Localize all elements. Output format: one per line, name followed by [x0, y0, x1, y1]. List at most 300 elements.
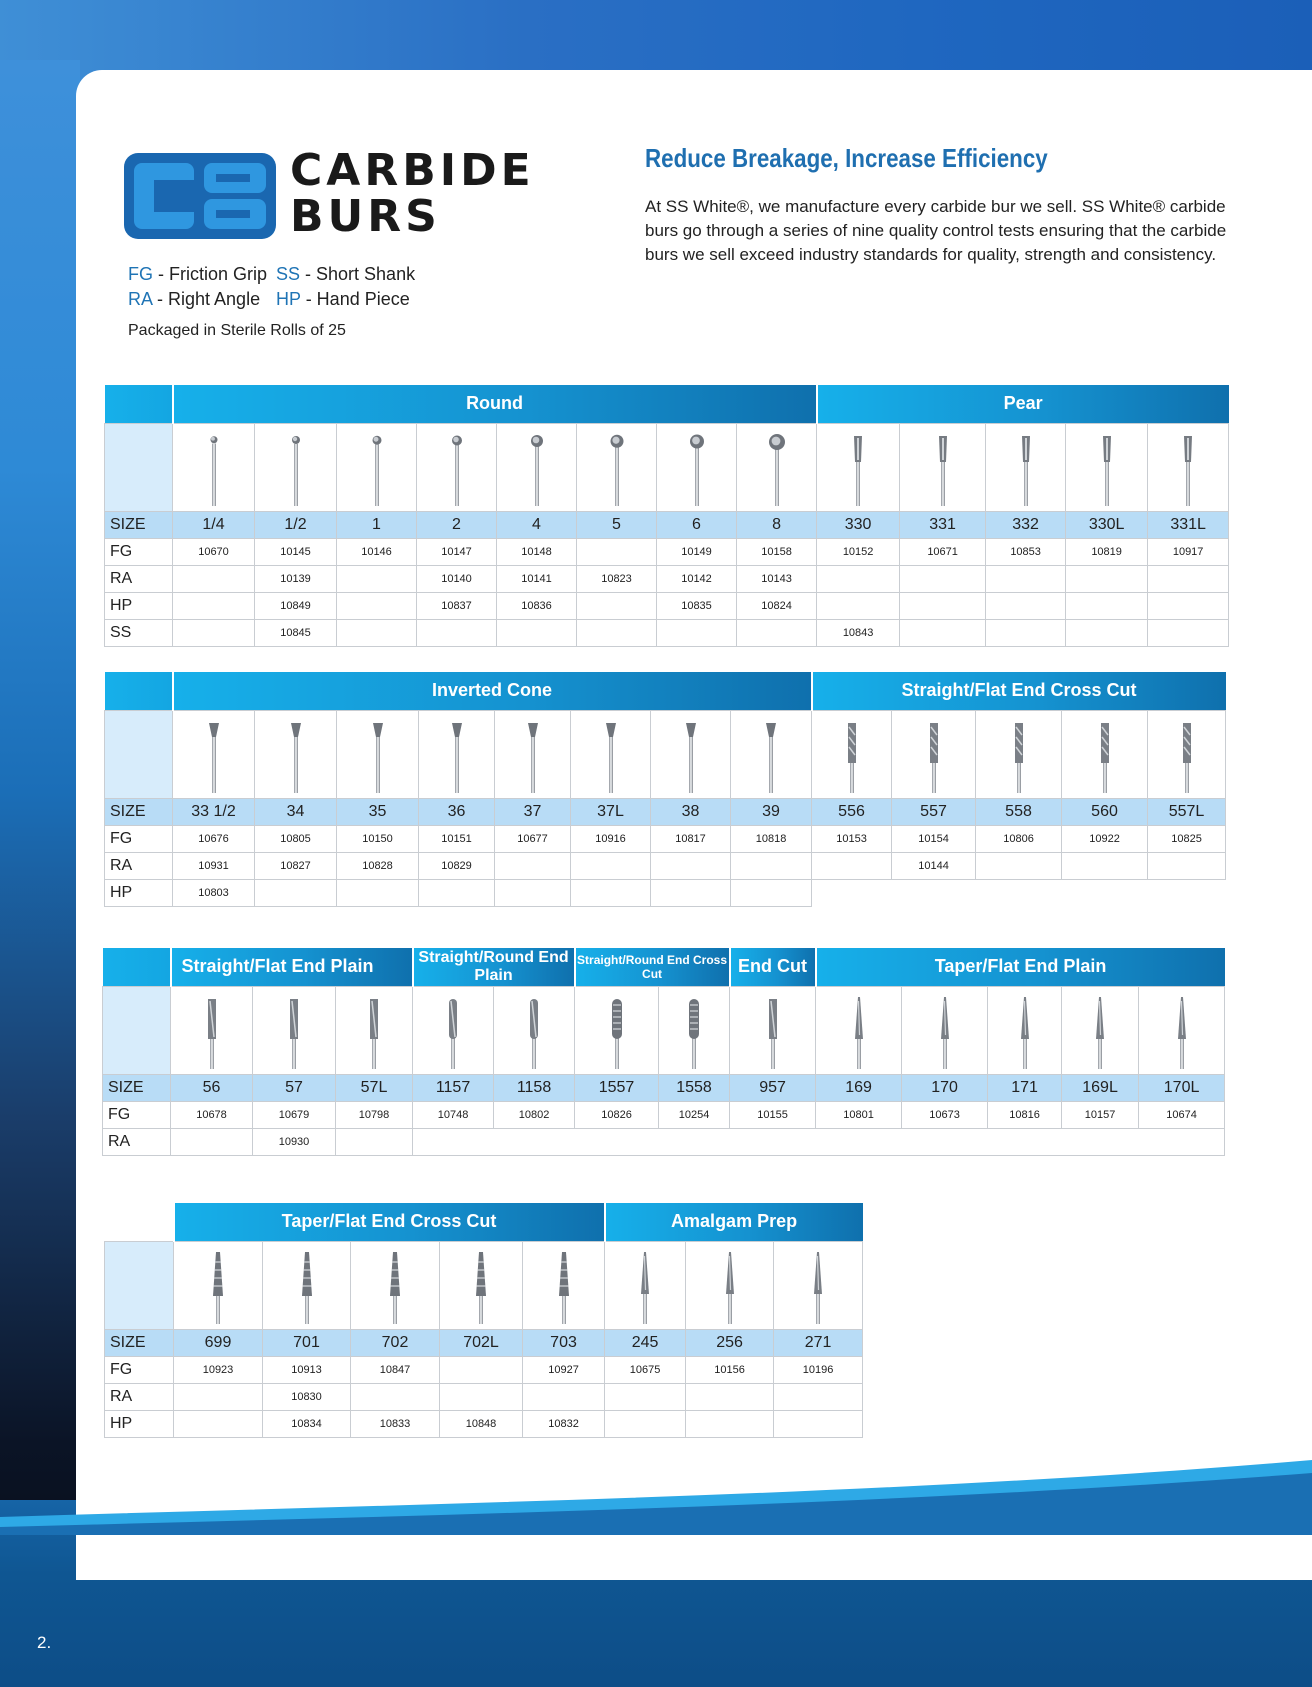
bur-image-cell	[902, 986, 988, 1074]
bur-image-cell	[575, 986, 659, 1074]
row-label: HP	[105, 592, 173, 619]
bur-image-cell	[440, 1241, 523, 1329]
size-cell: 1	[337, 511, 417, 538]
table-inverted-cone	[104, 672, 1226, 907]
part-number-cell: 10927	[523, 1356, 605, 1383]
page-number: 2.	[37, 1633, 52, 1652]
size-row	[105, 798, 1226, 825]
size-cell: 1557	[575, 1074, 659, 1101]
part-number-cell	[1066, 592, 1148, 619]
bur-image-cell	[1062, 986, 1139, 1074]
bur-image	[203, 1244, 233, 1326]
part-number-cell: 10829	[419, 852, 495, 879]
part-number-cell: 10827	[255, 852, 337, 879]
part-number-cell: 10153	[812, 825, 892, 852]
group-header: Round	[173, 385, 817, 423]
part-number-cell	[1066, 619, 1148, 646]
part-number-cell	[173, 592, 255, 619]
bur-image	[281, 426, 311, 508]
bur-image-cell	[1148, 423, 1229, 511]
size-cell: 702	[351, 1329, 440, 1356]
empty-cell	[731, 879, 812, 906]
part-number-cell: 10802	[494, 1101, 575, 1128]
bur-image-cell	[1139, 986, 1225, 1074]
bur-image	[930, 989, 960, 1071]
legend-abbr: FG	[128, 264, 153, 284]
bur-image	[602, 989, 632, 1071]
part-number-cell: 10150	[337, 825, 419, 852]
part-number-cell: 10145	[255, 538, 337, 565]
size-cell: 957	[730, 1074, 816, 1101]
size-cell: 245	[605, 1329, 686, 1356]
part-number-cell	[1148, 619, 1229, 646]
part-number-cell	[976, 852, 1062, 879]
bur-image	[682, 426, 712, 508]
row-label: RA	[105, 852, 173, 879]
part-number-cell	[577, 592, 657, 619]
intro-paragraph: At SS White®, we manufacture every carbide bur we sell. SS White® carbide burs go through a series of nine quality control tests ensuring that the carbide burs we sell exceed industry standards for quality, strength and consistency.	[645, 197, 1227, 264]
part-number-cell: 10798	[336, 1101, 413, 1128]
size-cell: 556	[812, 798, 892, 825]
part-number-cell: 10825	[1148, 825, 1226, 852]
part-number-cell: 10837	[417, 592, 497, 619]
size-cell: 332	[986, 511, 1066, 538]
part-number-cell	[986, 619, 1066, 646]
part-number-cell: 10843	[817, 619, 900, 646]
bur-image	[837, 713, 867, 795]
bur-image	[602, 426, 632, 508]
part-number-cell	[440, 1383, 523, 1410]
part-number-cell: 10828	[337, 852, 419, 879]
bur-image-row	[103, 986, 1225, 1074]
size-cell: 5	[577, 511, 657, 538]
row-label: FG	[103, 1101, 171, 1128]
size-row	[105, 1329, 863, 1356]
size-cell: 699	[174, 1329, 263, 1356]
part-number-cell	[497, 619, 577, 646]
row-label: HP	[105, 1410, 174, 1437]
bur-image-cell	[816, 986, 902, 1074]
part-number-cell: 10816	[988, 1101, 1062, 1128]
bur-image-cell	[812, 710, 892, 798]
empty-area	[812, 879, 1226, 906]
part-number-cell	[174, 1383, 263, 1410]
row-label: FG	[105, 1356, 174, 1383]
size-cell: 169	[816, 1074, 902, 1101]
part-number-cell	[817, 565, 900, 592]
bur-image	[843, 426, 873, 508]
part-number-cell	[337, 565, 417, 592]
group-header: Taper/Flat End Cross Cut	[174, 1203, 605, 1241]
header-corner	[103, 948, 171, 986]
bur-image-cell	[337, 710, 419, 798]
size-cell: 34	[255, 798, 337, 825]
part-number-cell: 10158	[737, 538, 817, 565]
bur-image	[928, 426, 958, 508]
bur-image-cell	[730, 986, 816, 1074]
part-number-cell: 10847	[351, 1356, 440, 1383]
part-number-cell: 10913	[263, 1356, 351, 1383]
group-header: Straight/Round End Cross Cut	[575, 948, 730, 986]
group-header: Straight/Flat End Plain	[171, 948, 413, 986]
row-label: FG	[105, 538, 173, 565]
part-number-cell: 10832	[523, 1410, 605, 1437]
size-cell: 557	[892, 798, 976, 825]
bur-image	[363, 713, 393, 795]
part-number-cell	[986, 592, 1066, 619]
part-number-cell	[900, 565, 986, 592]
bur-image	[549, 1244, 579, 1326]
bur-image-cell	[657, 423, 737, 511]
image-row-label	[105, 423, 173, 511]
part-number-row	[105, 1356, 863, 1383]
part-number-cell	[774, 1410, 863, 1437]
size-cell: 2	[417, 511, 497, 538]
size-cell: 1558	[659, 1074, 730, 1101]
bur-image	[1085, 989, 1115, 1071]
part-number-row	[105, 825, 1226, 852]
bur-image	[1092, 426, 1122, 508]
image-row-label	[105, 710, 173, 798]
bur-image	[844, 989, 874, 1071]
bur-image-cell	[413, 986, 494, 1074]
size-cell: 558	[976, 798, 1062, 825]
size-cell: 169L	[1062, 1074, 1139, 1101]
row-label: SIZE	[103, 1074, 171, 1101]
bur-image-cell	[263, 1241, 351, 1329]
size-cell: 1/4	[173, 511, 255, 538]
size-cell: 8	[737, 511, 817, 538]
part-number-row	[105, 879, 1226, 906]
bur-image-cell	[659, 986, 730, 1074]
part-number-cell: 10678	[171, 1101, 253, 1128]
size-cell: 701	[263, 1329, 351, 1356]
header-corner	[105, 385, 173, 423]
part-number-row	[105, 1410, 863, 1437]
size-cell: 37	[495, 798, 571, 825]
part-number-cell	[571, 852, 651, 879]
bur-image	[679, 989, 709, 1071]
bur-image-cell	[817, 423, 900, 511]
part-number-cell: 10142	[657, 565, 737, 592]
part-number-cell	[1148, 592, 1229, 619]
group-header-row	[105, 672, 1226, 710]
part-number-cell: 10674	[1139, 1101, 1225, 1128]
bur-image-cell	[737, 423, 817, 511]
size-cell: 330L	[1066, 511, 1148, 538]
bur-image-row	[105, 710, 1226, 798]
row-label: SIZE	[105, 798, 173, 825]
part-number-cell: 10151	[419, 825, 495, 852]
empty-cell	[419, 879, 495, 906]
part-number-cell: 10833	[351, 1410, 440, 1437]
part-number-cell: 10819	[1066, 538, 1148, 565]
part-number-cell: 10144	[892, 852, 976, 879]
part-number-cell	[686, 1383, 774, 1410]
part-number-cell	[1148, 565, 1229, 592]
part-number-cell	[900, 619, 986, 646]
bur-image	[197, 989, 227, 1071]
part-number-cell: 10671	[900, 538, 986, 565]
table-straight-taper	[102, 948, 1225, 1156]
part-number-cell: 10845	[255, 619, 337, 646]
bur-image-cell	[173, 710, 255, 798]
legend-abbr: RA	[128, 289, 153, 309]
part-number-cell	[577, 619, 657, 646]
part-number-cell	[737, 619, 817, 646]
headline: Reduce Breakage, Increase Efficiency	[645, 143, 1048, 173]
part-number-cell	[174, 1410, 263, 1437]
bur-image	[442, 713, 472, 795]
bur-image-cell	[351, 1241, 440, 1329]
bur-image-row	[105, 1241, 863, 1329]
part-number-row	[105, 538, 1229, 565]
part-number-cell	[171, 1128, 253, 1155]
bur-image	[1010, 989, 1040, 1071]
empty-area	[413, 1128, 1225, 1155]
size-cell: 38	[651, 798, 731, 825]
part-number-cell	[523, 1383, 605, 1410]
size-cell: 330	[817, 511, 900, 538]
row-label: HP	[105, 879, 173, 906]
bur-image-cell	[255, 710, 337, 798]
bur-image	[199, 713, 229, 795]
size-cell: 331L	[1148, 511, 1229, 538]
size-cell: 57L	[336, 1074, 413, 1101]
part-number-cell	[337, 592, 417, 619]
part-number-cell: 10931	[173, 852, 255, 879]
row-label: SIZE	[105, 1329, 174, 1356]
size-cell: 1/2	[255, 511, 337, 538]
part-number-cell: 10156	[686, 1356, 774, 1383]
part-number-cell: 10140	[417, 565, 497, 592]
part-number-cell: 10148	[497, 538, 577, 565]
part-number-cell: 10930	[253, 1128, 336, 1155]
part-number-cell: 10922	[1062, 825, 1148, 852]
bur-image-cell	[253, 986, 336, 1074]
bottom-wave	[0, 1455, 1312, 1535]
bur-image	[442, 426, 472, 508]
empty-cell	[651, 879, 731, 906]
group-header: End Cut	[730, 948, 816, 986]
bur-image	[756, 713, 786, 795]
part-number-cell: 10196	[774, 1356, 863, 1383]
part-number-cell: 10803	[173, 879, 255, 906]
part-number-cell	[900, 592, 986, 619]
part-number-cell	[686, 1410, 774, 1437]
part-number-cell	[351, 1383, 440, 1410]
empty-cell	[337, 879, 419, 906]
abbreviation-legend: FG - Friction Grip SS - Short Shank RA - Right Angle HP - Hand Piece	[128, 264, 416, 309]
group-header: Straight/Flat End Cross Cut	[812, 672, 1226, 710]
size-cell: 4	[497, 511, 577, 538]
part-number-cell	[577, 538, 657, 565]
part-number-cell	[1066, 565, 1148, 592]
part-number-row	[105, 852, 1226, 879]
part-number-cell: 10916	[571, 825, 651, 852]
bur-image-cell	[494, 986, 575, 1074]
part-number-cell: 10675	[605, 1356, 686, 1383]
part-number-cell	[173, 565, 255, 592]
part-number-row	[105, 1383, 863, 1410]
part-number-cell: 10157	[1062, 1101, 1139, 1128]
bur-image-cell	[651, 710, 731, 798]
part-number-cell	[812, 852, 892, 879]
size-cell: 557L	[1148, 798, 1226, 825]
size-cell: 171	[988, 1074, 1062, 1101]
group-header: Amalgam Prep	[605, 1203, 863, 1241]
bur-image-row	[105, 423, 1229, 511]
part-number-cell: 10679	[253, 1101, 336, 1128]
part-number-cell: 10801	[816, 1101, 902, 1128]
image-row-label	[103, 986, 171, 1074]
part-number-cell	[651, 852, 731, 879]
part-number-cell: 10824	[737, 592, 817, 619]
empty-cell	[571, 879, 651, 906]
empty-cell	[495, 879, 571, 906]
size-row	[103, 1074, 1225, 1101]
part-number-cell	[1062, 852, 1148, 879]
image-row-label	[105, 1241, 174, 1329]
bur-image	[362, 426, 392, 508]
group-header: Taper/Flat End Plain	[816, 948, 1225, 986]
part-number-row	[103, 1101, 1225, 1128]
bur-image	[1167, 989, 1197, 1071]
bur-image-cell	[1066, 423, 1148, 511]
part-number-row	[105, 619, 1229, 646]
part-number-cell: 10849	[255, 592, 337, 619]
row-label: FG	[105, 825, 173, 852]
part-number-cell: 10254	[659, 1101, 730, 1128]
part-number-cell: 10748	[413, 1101, 494, 1128]
bur-image	[1090, 713, 1120, 795]
bur-image	[803, 1244, 833, 1326]
bur-image-cell	[900, 423, 986, 511]
part-number-cell	[731, 852, 812, 879]
part-number-cell: 10917	[1148, 538, 1229, 565]
bur-image	[715, 1244, 745, 1326]
part-number-cell: 10818	[731, 825, 812, 852]
size-cell: 170L	[1139, 1074, 1225, 1101]
bur-image-cell	[255, 423, 337, 511]
part-number-cell: 10853	[986, 538, 1066, 565]
bur-image	[359, 989, 389, 1071]
bur-image	[519, 989, 549, 1071]
size-cell: 170	[902, 1074, 988, 1101]
part-number-row	[103, 1128, 1225, 1155]
group-header-row	[105, 1203, 863, 1241]
part-number-cell	[495, 852, 571, 879]
part-number-cell: 10923	[174, 1356, 263, 1383]
bur-image-cell	[174, 1241, 263, 1329]
part-number-row	[105, 565, 1229, 592]
bur-image	[919, 713, 949, 795]
part-number-cell: 10143	[737, 565, 817, 592]
part-number-cell: 10147	[417, 538, 497, 565]
part-number-cell	[337, 619, 417, 646]
part-number-cell	[605, 1383, 686, 1410]
bur-image-cell	[173, 423, 255, 511]
table-round-pear	[104, 385, 1229, 647]
bur-image-cell	[523, 1241, 605, 1329]
logo-wordmark: CARBIDE BURS	[290, 145, 535, 242]
size-cell: 35	[337, 798, 419, 825]
bur-image	[279, 989, 309, 1071]
part-number-cell	[817, 592, 900, 619]
empty-cell	[255, 879, 337, 906]
part-number-cell: 10834	[263, 1410, 351, 1437]
bur-image-cell	[497, 423, 577, 511]
part-number-cell: 10154	[892, 825, 976, 852]
group-header-row	[103, 948, 1225, 986]
bur-image-cell	[571, 710, 651, 798]
group-header: Inverted Cone	[173, 672, 812, 710]
bur-image-cell	[976, 710, 1062, 798]
part-number-cell	[1148, 852, 1226, 879]
group-header-row	[105, 385, 1229, 423]
bur-image-cell	[171, 986, 253, 1074]
bur-image-cell	[1148, 710, 1226, 798]
row-label: SIZE	[105, 511, 173, 538]
part-number-cell: 10152	[817, 538, 900, 565]
size-cell: 37L	[571, 798, 651, 825]
bur-image	[1011, 426, 1041, 508]
part-number-row	[105, 592, 1229, 619]
bur-image-cell	[417, 423, 497, 511]
group-header: Pear	[817, 385, 1229, 423]
bur-image	[1172, 713, 1202, 795]
legend-abbr: SS	[276, 264, 301, 284]
size-cell: 33 1/2	[173, 798, 255, 825]
bur-image	[518, 713, 548, 795]
bur-image	[1173, 426, 1203, 508]
bur-image	[522, 426, 552, 508]
bur-image	[630, 1244, 660, 1326]
size-cell: 560	[1062, 798, 1148, 825]
part-number-cell: 10805	[255, 825, 337, 852]
part-number-cell	[417, 619, 497, 646]
size-cell: 6	[657, 511, 737, 538]
part-number-cell: 10806	[976, 825, 1062, 852]
part-number-cell: 10836	[497, 592, 577, 619]
part-number-cell: 10823	[577, 565, 657, 592]
bur-image	[762, 426, 792, 508]
bur-image	[676, 713, 706, 795]
bur-image-cell	[336, 986, 413, 1074]
bur-image-cell	[495, 710, 571, 798]
row-label: RA	[105, 565, 173, 592]
size-cell: 702L	[440, 1329, 523, 1356]
size-cell: 57	[253, 1074, 336, 1101]
part-number-cell: 10830	[263, 1383, 351, 1410]
part-number-cell	[605, 1410, 686, 1437]
part-number-cell	[986, 565, 1066, 592]
part-number-cell: 10673	[902, 1101, 988, 1128]
bur-image-cell	[731, 710, 812, 798]
size-cell: 39	[731, 798, 812, 825]
bur-image	[380, 1244, 410, 1326]
row-label: SS	[105, 619, 173, 646]
part-number-cell	[173, 619, 255, 646]
part-number-cell: 10141	[497, 565, 577, 592]
header-corner	[105, 672, 173, 710]
bur-image-cell	[774, 1241, 863, 1329]
size-cell: 1158	[494, 1074, 575, 1101]
bur-image-cell	[577, 423, 657, 511]
size-cell: 256	[686, 1329, 774, 1356]
bur-image-cell	[686, 1241, 774, 1329]
bur-image	[292, 1244, 322, 1326]
